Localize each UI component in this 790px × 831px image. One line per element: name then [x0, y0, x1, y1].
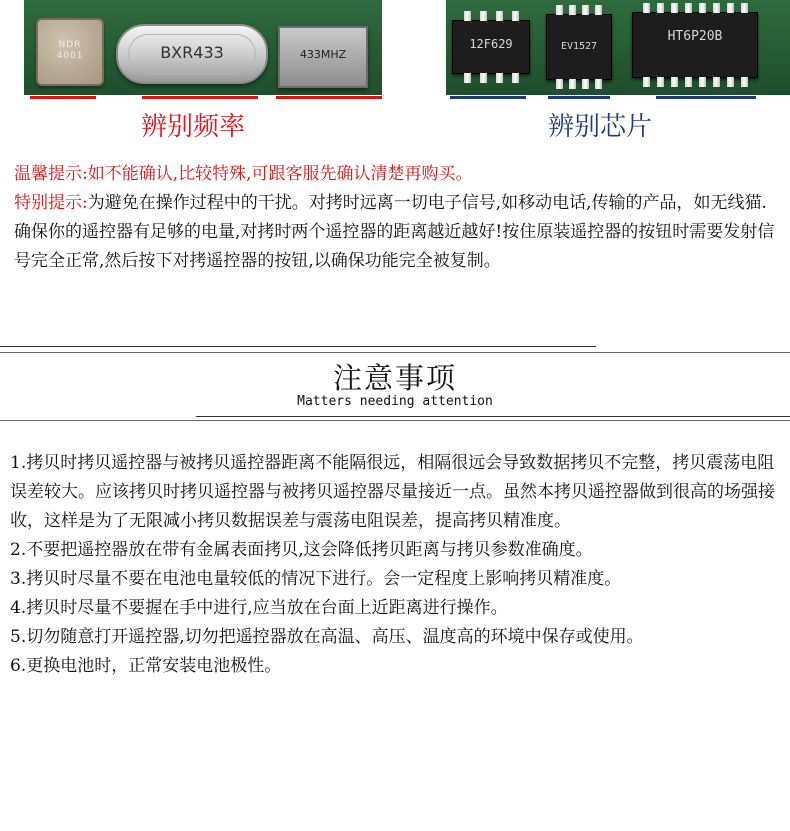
note-item-2: 2.不要把遥控器放在带有金属表面拷贝,这会降低拷贝距离与拷贝参数准确度。	[10, 540, 593, 560]
section-title: 注意事项	[332, 361, 457, 395]
special-tip-text: 为避免在操作过程中的干扰。对拷时远离一切电子信号,如移动电话,传输的产品，如无线猫.确保你的遥控器有足够的电量,对拷时两个遥控器的距离越近越好!按住原装遥控器的按钮时需要发射信号完全正常,然后按下对拷遥控器的按钮,以确保功能完全被复制。	[14, 193, 775, 271]
smd-crystal-marking: NDR 4001	[56, 40, 84, 61]
red-underline-3	[276, 96, 382, 99]
blue-underline-3	[656, 96, 756, 99]
note-item-5: 5.切勿随意打开遥控器,切勿把遥控器放在高温、高压、温度高的环境中保存或使用。	[10, 627, 644, 647]
red-underline-1	[30, 96, 96, 99]
bottom-divider-line	[196, 416, 790, 417]
special-tip	[14, 189, 780, 276]
top-divider-line-thin	[0, 352, 790, 353]
red-underline-2	[142, 96, 258, 99]
saw-resonator-image	[278, 26, 368, 88]
hc49-crystal-image	[116, 24, 268, 84]
top-divider-line	[0, 346, 596, 347]
warm-tip-text: 如不能确认,比较特殊,可跟客服先确认清楚再购买。	[87, 164, 473, 184]
chip-ht6p20b-marking: HT6P20B	[667, 29, 723, 44]
identify-chip-heading: 辨别芯片	[548, 112, 653, 142]
note-item-3: 3.拷贝时尽量不要在电池电量较低的情况下进行。会一定程度上影响拷贝精准度。	[10, 569, 622, 589]
blue-underline-1	[450, 96, 526, 99]
warm-tip	[14, 160, 780, 189]
identify-frequency-heading: 辨别频率	[141, 112, 246, 142]
note-item-1: 1.拷贝时拷贝遥控器与被拷贝遥控器距离不能隔很远，相隔很远会导致数据拷贝不完整，拷贝震荡电阻误差较大。应该拷贝时拷贝遥控器与被拷贝遥控器尽量接近一点。虽然本拷贝遥控器做到很高的场强接收，这样是为了无限减小拷贝数据误差与震荡电阻误差，提高拷贝精准度。	[10, 453, 775, 531]
blue-underline-2	[548, 96, 610, 99]
bottom-divider-line-thin	[0, 420, 790, 421]
chip-ev1527-image	[546, 14, 612, 80]
chip-ht6p20b-image	[632, 12, 758, 78]
section-subtitle: Matters needing attention	[297, 394, 493, 409]
special-tip-label: 特别提示:	[14, 193, 88, 213]
smd-crystal-image	[36, 18, 104, 86]
chip-12f629-image	[452, 20, 530, 74]
chip-12f629-marking: 12F629	[469, 37, 513, 51]
chip-ev1527-marking: EV1527	[560, 41, 598, 52]
note-item-6: 6.更换电池时，正常安装电池极性。	[10, 656, 282, 676]
hc49-crystal-marking: BXR433	[160, 43, 224, 62]
notes-list	[10, 449, 786, 681]
warm-tip-label: 温馨提示:	[14, 164, 88, 184]
saw-resonator-marking: 433MHZ	[299, 48, 347, 61]
note-item-4: 4.拷贝时尽量不要握在手中进行,应当放在台面上近距离进行操作。	[10, 598, 508, 618]
